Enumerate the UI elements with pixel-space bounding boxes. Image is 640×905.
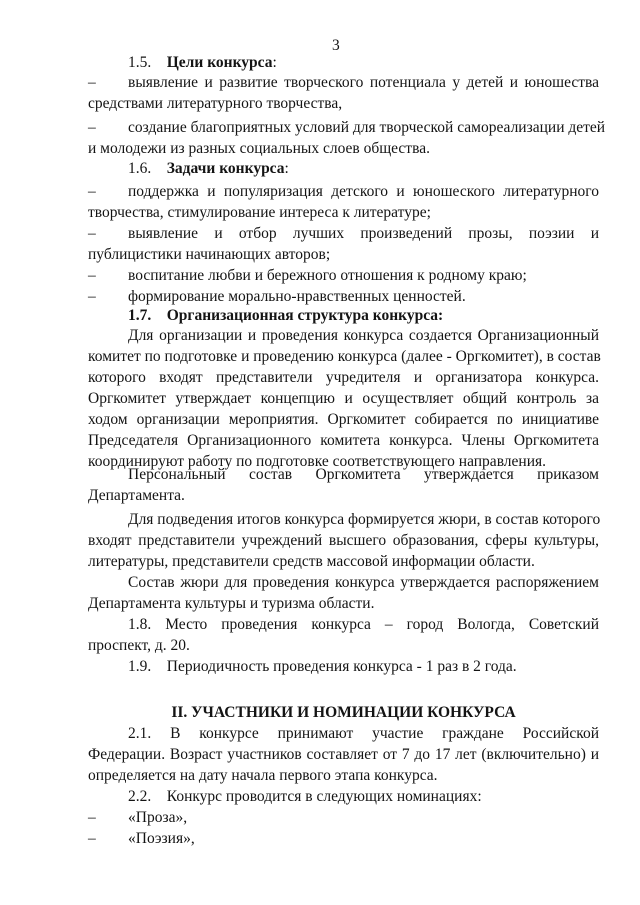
list-dash: – — [88, 830, 96, 847]
list-item-line: поддержка и популяризация детского и юношеского литературного — [128, 183, 599, 200]
list-item-line: воспитание любви и бережного отношения к родному краю; — [128, 267, 527, 284]
list-dash: – — [88, 288, 96, 305]
paragraph-line: Для подведения итогов конкурса формируется жюри, в состав которого — [128, 511, 601, 528]
paragraph-line: Для организации и проведения конкурса создается Организационный — [128, 327, 599, 344]
section-2-heading: II. УЧАСТНИКИ И НОМИНАЦИИ КОНКУРСА — [171, 704, 516, 721]
section-number: 1.6. — [128, 160, 152, 177]
list-item-line: творчества, стимулирование интереса к литературе; — [88, 204, 431, 221]
section-title: Цели конкурса — [166, 54, 273, 71]
section-1-5-heading — [128, 53, 528, 73]
paragraph-line: входят представители учреждений высшего образования, сферы культуры, — [88, 532, 599, 549]
section-1-6-heading — [128, 159, 528, 179]
list-item-line: выявление и развитие творческого потенциала у детей и юношества — [128, 74, 599, 91]
paragraph-line: Департамента культуры и туризма области. — [88, 595, 375, 612]
page-number: 3 — [332, 37, 340, 54]
section-2-2-line: 2.2. Конкурс проводится в следующих номинациях: — [128, 788, 482, 805]
nomination-item: «Проза», — [128, 809, 188, 826]
colon: : — [284, 160, 289, 177]
list-dash: – — [88, 267, 96, 284]
colon: : — [272, 54, 277, 71]
paragraph-line: 2.1. В конкурсе принимают участие граждане Российской — [128, 725, 599, 742]
list-dash: – — [88, 809, 96, 826]
list-item-line: средствами литературного творчества, — [88, 95, 343, 112]
section-number: 1.5. — [128, 54, 152, 71]
paragraph-line: которого входят представители учредителя и организатора конкурса. — [88, 369, 599, 386]
paragraph-line: Оргкомитет утверждает концепцию и осуществляет общий контроль за — [88, 390, 599, 407]
list-dash: – — [88, 183, 96, 200]
list-dash: – — [88, 225, 96, 242]
paragraph-line: Департамента. — [88, 487, 185, 504]
list-item-line: создание благоприятных условий для творческой самореализации детей — [128, 119, 606, 136]
paragraph-line: Председателя Организационного комитета конкурса. Члены Оргкомитета — [88, 432, 599, 449]
paragraph-line: определяется на дату начала первого этапа конкурса. — [88, 767, 438, 784]
nomination-item: «Поэзия», — [128, 830, 195, 847]
paragraph-line: координируют работу по подготовке соответствующего направления. — [88, 453, 547, 470]
section-1-8-line: проспект, д. 20. — [88, 637, 190, 654]
list-dash: – — [88, 74, 96, 91]
section-1-8-line: 1.8. Место проведения конкурса – город Вологда, Советский — [128, 616, 599, 633]
paragraph-line: Персональный состав Оргкомитета утверждается приказом — [128, 466, 599, 483]
paragraph-line: Федерации. Возраст участников составляет от 7 до 17 лет (включительно) и — [88, 746, 599, 763]
section-title: Задачи конкурса — [166, 160, 285, 177]
list-dash: – — [88, 119, 96, 136]
list-item-line: и молодежи из разных социальных слоев общества. — [88, 140, 430, 157]
list-item-line: выявление и отбор лучших произведений прозы, поэзии и — [128, 225, 599, 242]
paragraph-line: ходом организации мероприятия. Оргкомитет собирается по инициативе — [88, 411, 599, 428]
paragraph-line: Состав жюри для проведения конкурса утверждается распоряжением — [128, 574, 599, 591]
section-1-9-line: 1.9. Периодичность проведения конкурса - 1 раз в 2 года. — [128, 658, 517, 675]
paragraph-line: литературы, представители средств массовой информации области. — [88, 553, 535, 570]
list-item-line: публицистики начинающих авторов; — [88, 246, 331, 263]
paragraph-line: комитет по подготовке и проведению конкурса (далее - Оргкомитет), в состав — [88, 348, 601, 365]
section-1-7-heading: 1.7. Организационная структура конкурса: — [128, 307, 444, 324]
list-item-line: формирование морально-нравственных ценностей. — [128, 288, 466, 305]
